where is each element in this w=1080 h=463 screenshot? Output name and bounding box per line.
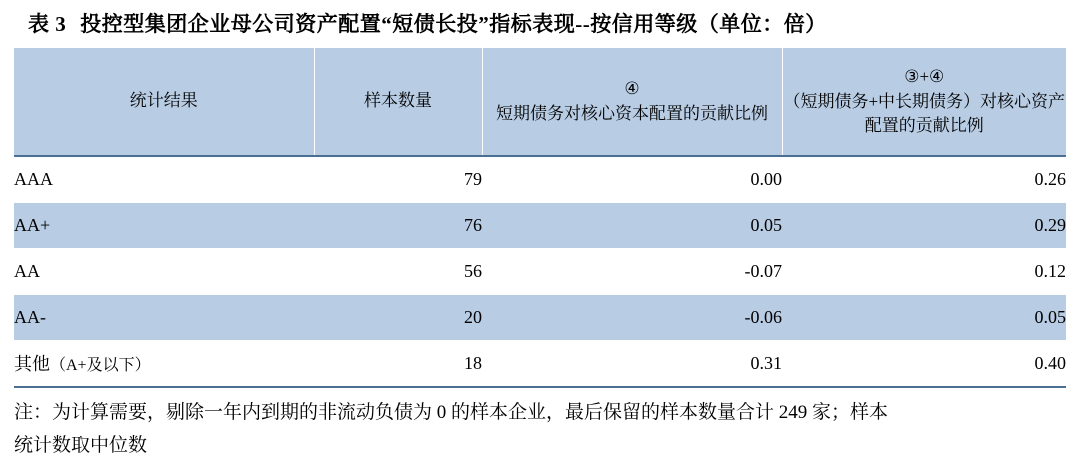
table-note-line-2: 统计数取中位数	[14, 435, 148, 457]
column-header-marker-3-4: ③+④	[904, 67, 945, 87]
row-label	[14, 156, 314, 202]
cell-short-debt-contribution: 0.31	[482, 340, 782, 386]
column-header-marker-4: ④	[624, 79, 640, 99]
cell-short-debt-contribution: -0.06	[482, 294, 782, 340]
row-label-text: AA+	[14, 214, 51, 235]
cell-total-debt-contribution: 0.40	[782, 340, 1066, 386]
table-row	[14, 294, 1066, 340]
column-header-total-debt-contribution-label: （短期债务+中长期债务）对核心资产配置的贡献比例	[783, 91, 1066, 136]
table-row	[14, 248, 1066, 294]
column-header-statistic-label: 统计结果	[129, 91, 198, 111]
table-row	[14, 202, 1066, 248]
row-label-text: 其他	[14, 354, 50, 375]
row-label-sub: （A+及以下）	[50, 357, 151, 375]
table-body	[14, 156, 1066, 386]
row-label-text: AA	[14, 260, 40, 281]
cell-sample-count: 20	[314, 294, 482, 340]
row-label	[14, 340, 314, 386]
table-caption-label: 表 3	[28, 12, 67, 36]
cell-sample-count: 79	[314, 156, 482, 202]
column-header-sample-count	[314, 48, 482, 156]
column-header-short-debt-contribution	[482, 48, 782, 156]
cell-total-debt-contribution: 0.26	[782, 156, 1066, 202]
column-header-sample-count-label: 样本数量	[364, 91, 432, 111]
row-label-text: AA-	[14, 306, 46, 327]
table-caption	[14, 0, 1066, 48]
column-header-statistic	[14, 48, 314, 156]
column-header-short-debt-contribution-label: 短期债务对核心资本配置的贡献比例	[496, 103, 768, 123]
table-row	[14, 340, 1066, 386]
table-header-row	[14, 48, 1066, 156]
cell-total-debt-contribution: 0.29	[782, 202, 1066, 248]
cell-short-debt-contribution: 0.00	[482, 156, 782, 202]
cell-short-debt-contribution: -0.07	[482, 248, 782, 294]
data-table	[14, 48, 1066, 386]
table-note-line-1: 注：为计算需要，剔除一年内到期的非流动负债为 0 的样本企业，最后保留的样本数量合计 249 家；样本	[14, 402, 889, 423]
cell-sample-count: 56	[314, 248, 482, 294]
cell-sample-count: 76	[314, 202, 482, 248]
row-label-text: AAA	[14, 168, 53, 189]
table-row	[14, 156, 1066, 202]
column-header-total-debt-contribution	[782, 48, 1066, 156]
cell-total-debt-contribution: 0.05	[782, 294, 1066, 340]
cell-total-debt-contribution: 0.12	[782, 248, 1066, 294]
cell-sample-count: 18	[314, 340, 482, 386]
table-header	[14, 48, 1066, 156]
row-label	[14, 248, 314, 294]
row-label	[14, 202, 314, 248]
table-note	[14, 388, 1066, 463]
row-label	[14, 294, 314, 340]
cell-short-debt-contribution: 0.05	[482, 202, 782, 248]
table-caption-title: 投控型集团企业母公司资产配置“短债长投”指标表现--按信用等级（单位：倍）	[80, 12, 827, 36]
